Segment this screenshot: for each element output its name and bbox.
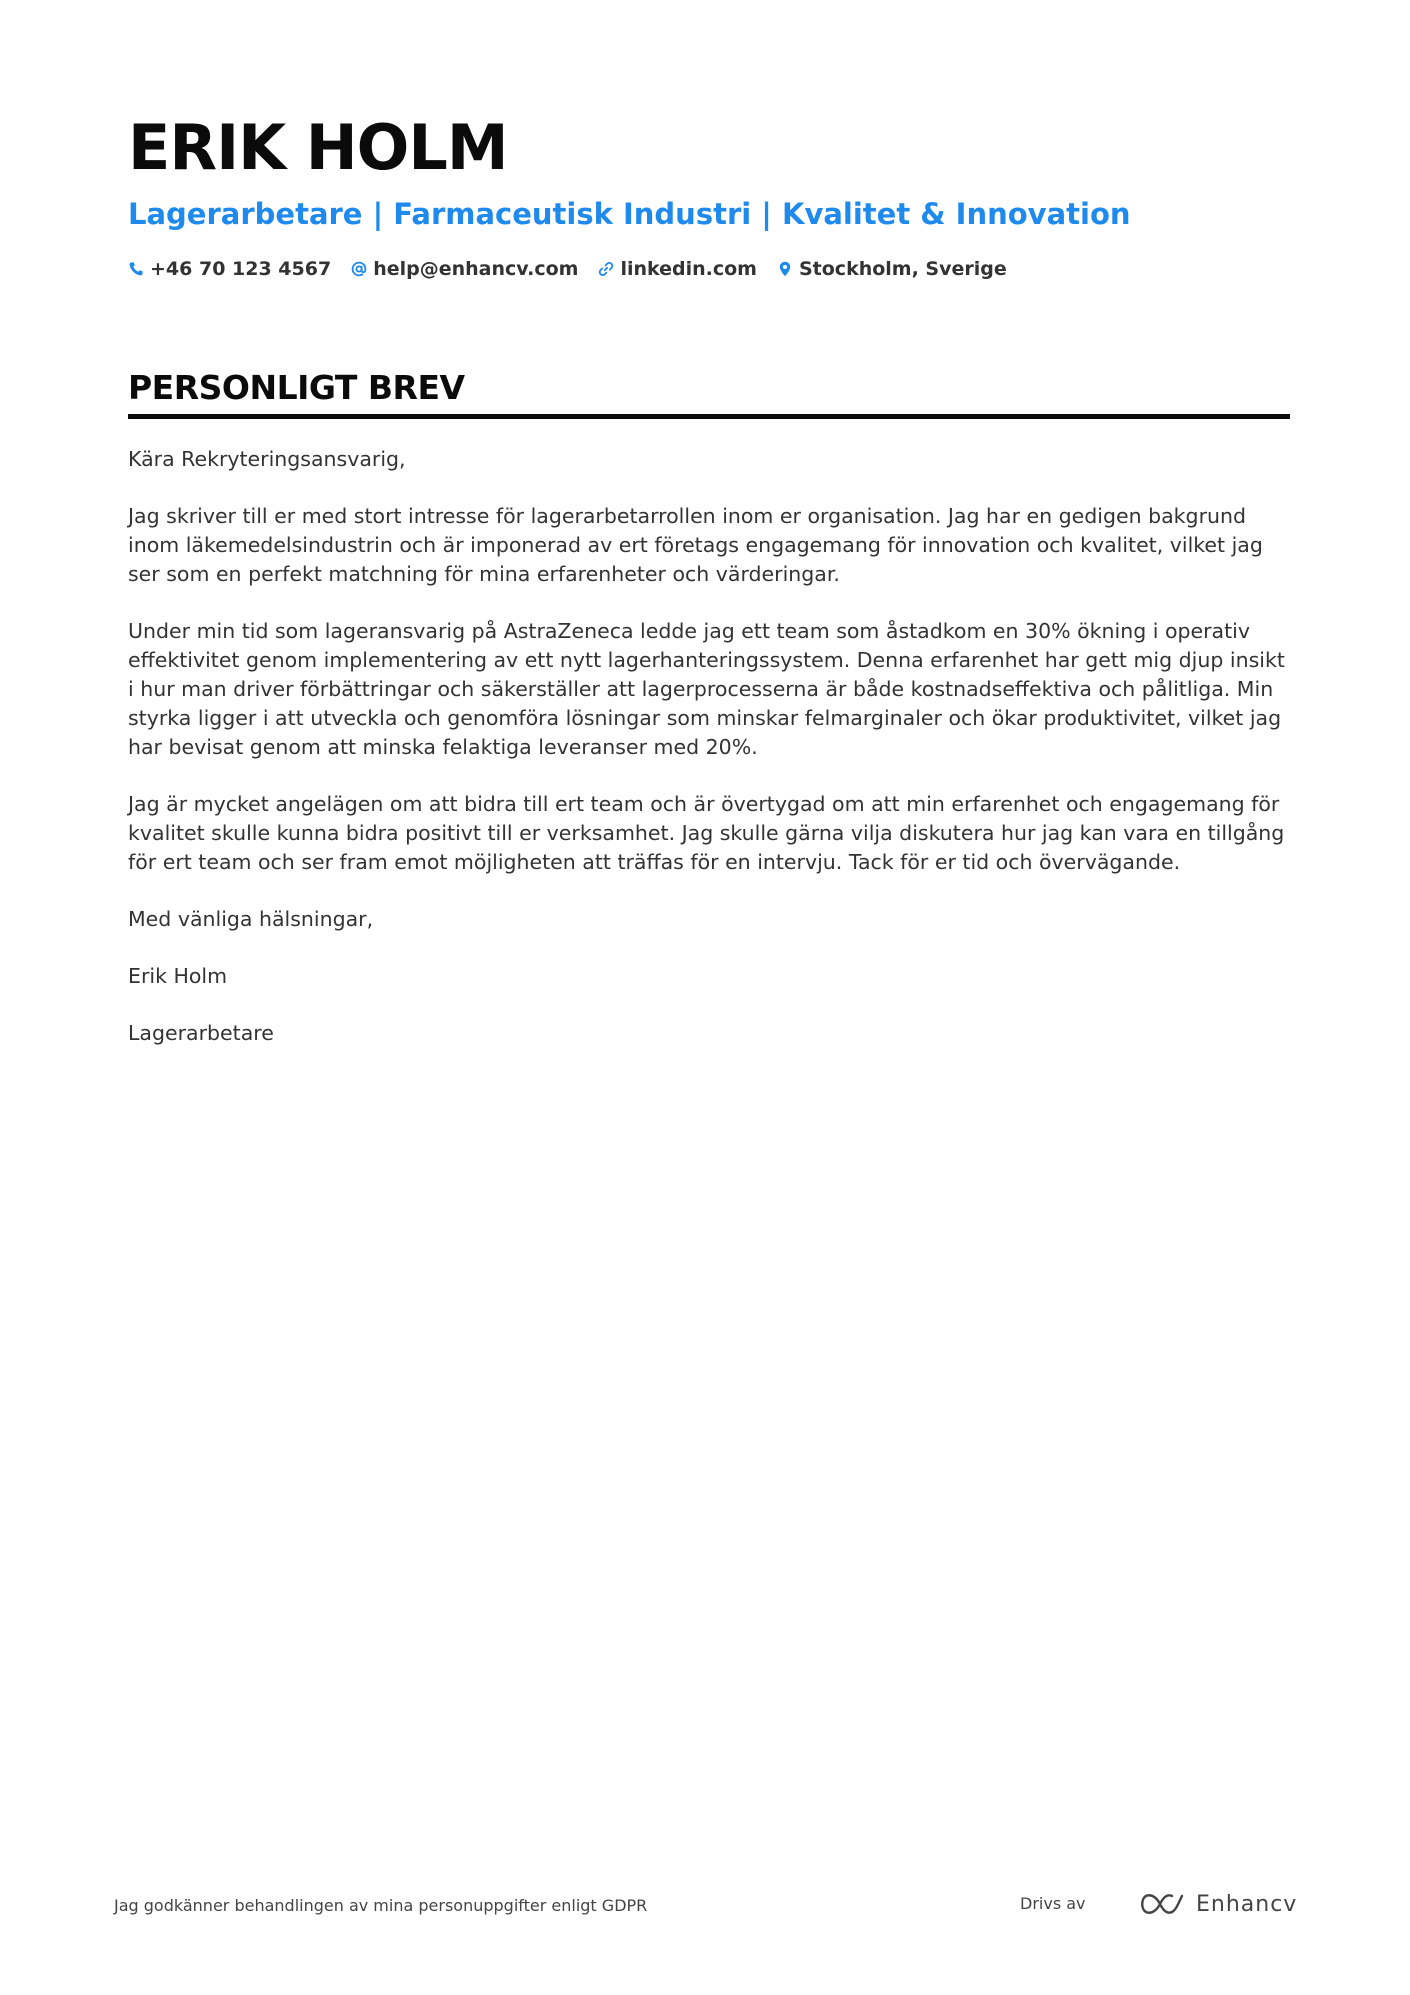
section-title: PERSONLIGT BREV xyxy=(128,368,465,407)
letter-closing: Med vänliga hälsningar, xyxy=(128,907,374,931)
link-icon xyxy=(598,261,614,277)
letter-salutation: Kära Rekryteringsansvarig, xyxy=(128,447,406,471)
enhancv-logo-icon xyxy=(1138,1890,1186,1918)
contact-phone-text: +46 70 123 4567 xyxy=(150,258,332,280)
contact-linkedin[interactable] xyxy=(598,258,757,280)
footer xyxy=(114,1890,1298,1926)
contact-email[interactable] xyxy=(351,258,578,280)
letter-section xyxy=(128,366,1290,1076)
letter-body xyxy=(128,445,1290,1048)
contact-bar xyxy=(128,258,1288,280)
contact-location xyxy=(777,258,1007,280)
at-icon xyxy=(351,261,367,277)
location-pin-icon xyxy=(777,261,793,277)
gdpr-consent-text: Jag godkänner behandlingen av mina personuppgifter enligt GDPR xyxy=(114,1896,648,1915)
header xyxy=(128,108,1288,280)
contact-linkedin-text: linkedin.com xyxy=(620,258,757,280)
applicant-name: ERIK HOLM xyxy=(128,111,508,184)
powered-by-label: Drivs av xyxy=(1020,1894,1086,1913)
applicant-title: Lagerarbetare | Farmaceutisk Industri | Kvalitet & Innovation xyxy=(128,197,1131,231)
signature-title: Lagerarbetare xyxy=(128,1021,274,1045)
enhancv-logo-text: Enhancv xyxy=(1196,1891,1298,1917)
contact-email-text: help@enhancv.com xyxy=(373,258,579,280)
section-divider xyxy=(128,414,1290,419)
phone-icon xyxy=(128,261,144,277)
contact-phone xyxy=(128,258,331,280)
letter-paragraph: Jag skriver till er med stort intresse för lagerarbetarrollen inom er organisation. Jag har en gedigen bakgrund inom läkemedelsindustrin och är imponerad av ert företags engagemang för innovation och kvalitet, vilket jag ser som en perfekt matchning för mina erfarenheter och värderingar. xyxy=(128,504,1263,586)
letter-paragraph: Jag är mycket angelägen om att bidra till ert team och är övertygad om att min erfarenhet och engagemang för kvalitet skulle kunna bidra positivt till er verksamhet. Jag skulle gärna vilja diskutera hur jag kan vara en tillgång för ert team och ser fram emot möjligheten att träffas för en intervju. Tack för er tid och övervägande. xyxy=(128,792,1285,874)
letter-paragraph: Under min tid som lageransvarig på AstraZeneca ledde jag ett team som åstadkom en 30% ökning i operativ effektivitet genom implementering av ett nytt lagerhanteringssystem. Denna erfarenhet har gett mig djup insikt i hur man driver förbättringar och säkerställer att lagerprocesserna är både kostnadseffektiva och pålitliga. Min styrka ligger i att utveckla och genomföra lösningar som minskar felmarginaler och ökar produktivitet, vilket jag har bevisat genom att minska felaktiga leveranser med 20%. xyxy=(128,619,1285,759)
enhancv-logo[interactable] xyxy=(1138,1890,1297,1918)
signature-name: Erik Holm xyxy=(128,964,228,988)
contact-location-text: Stockholm, Sverige xyxy=(798,258,1007,280)
